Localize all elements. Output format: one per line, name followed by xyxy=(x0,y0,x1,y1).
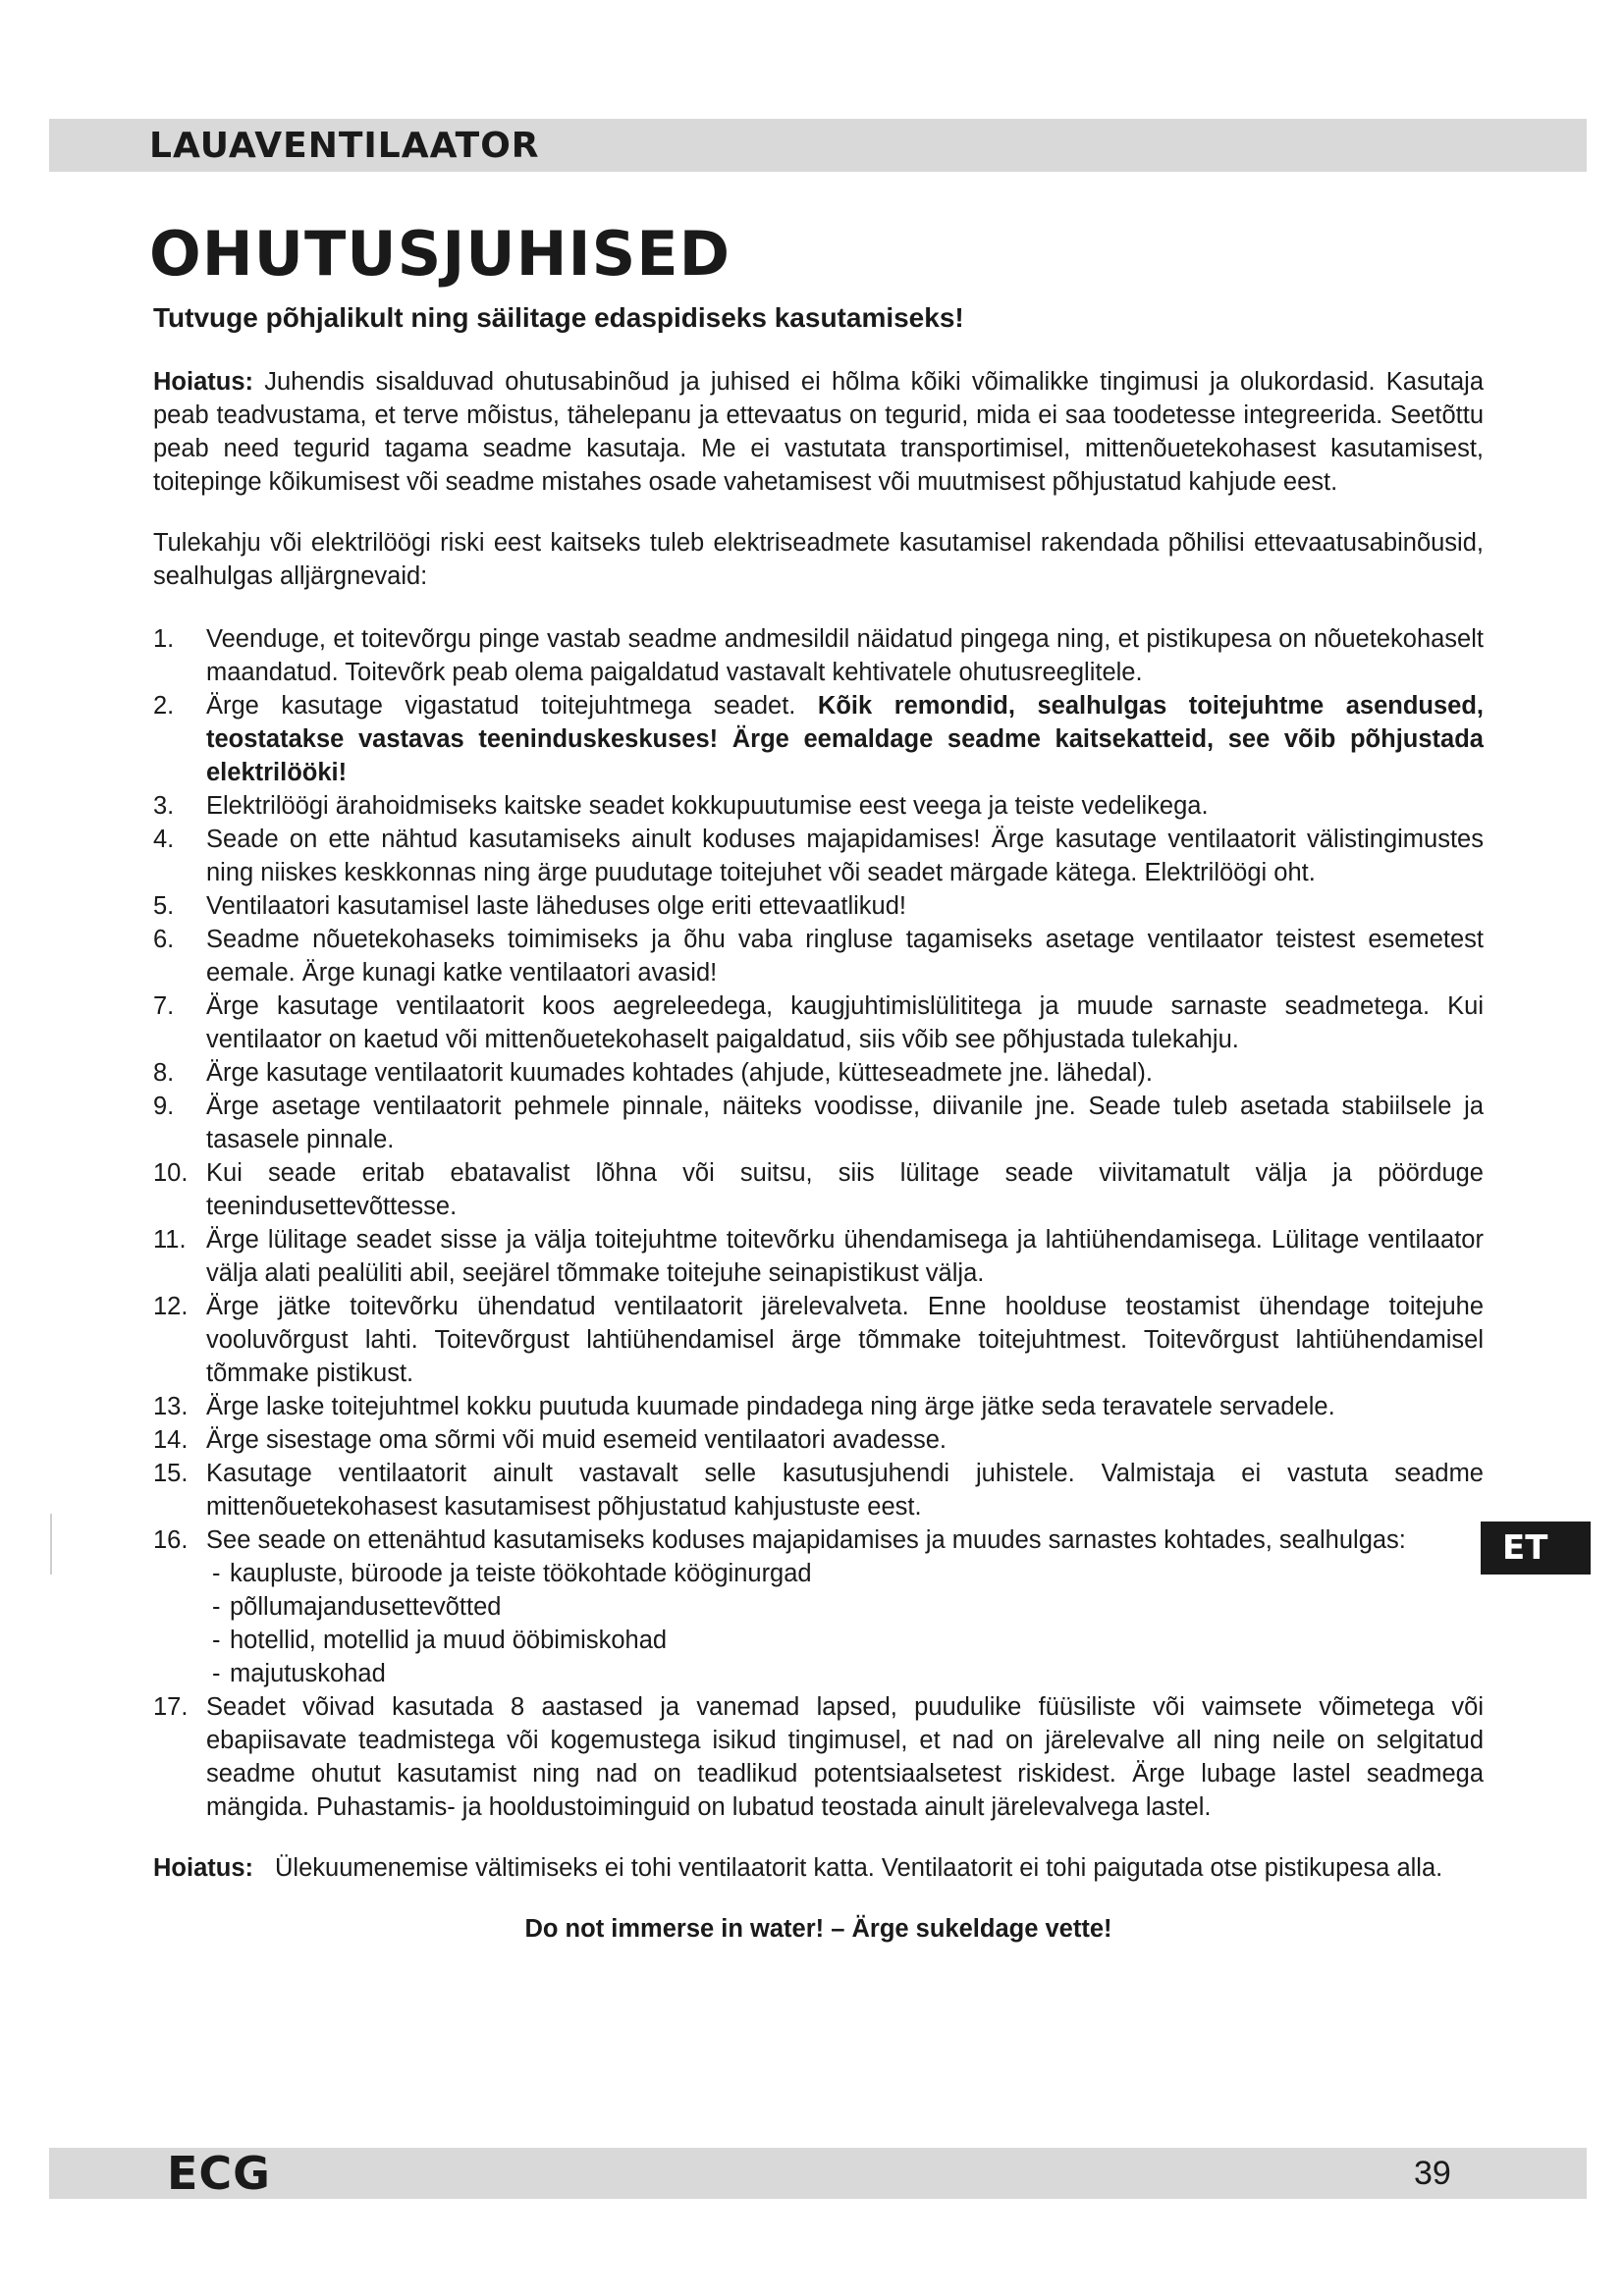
list-item: 12. Ärge jätke toitevõrku ühendatud ventilaatorit järelevalveta. Enne hoolduse teostamist ühendage toitejuhe vooluvõrgust lahti. Toitevõrgust lahtiühendamisel ärge tõmmake toitejuhtmest. Toitevõrgust lahtiühendamisel tõmmake pistikust. xyxy=(153,1293,1484,1387)
list-item: 9. Ärge asetage ventilaatorit pehmele pinnale, näiteks voodisse, diivanile jne. Seade tuleb asetada stabiilsele ja tasasele pinnale. xyxy=(153,1093,1484,1153)
water-note: Do not immerse in water! – Ärge sukeldage vette! xyxy=(524,1915,1112,1943)
content-body xyxy=(153,365,1484,1946)
list-item: 16. See seade on ettenähtud kasutamiseks koduses majapidamises ja muudes sarnastes kohtades, sealhulgas: - kaupluste, büroode ja teiste töökohtade kööginurgad - põllumajandusettevõtted - hotellid, motellid ja muud ööbimiskohad - majutuskohad xyxy=(153,1523,1484,1690)
side-mark xyxy=(50,1514,52,1575)
list-item: 10. Kui seade eritab ebatavalist lõhna või suitsu, siis lülitage seade viivitamatult välja ja pöörduge teenindusettevõttesse. xyxy=(153,1159,1484,1220)
language-tab: ET xyxy=(1481,1522,1591,1575)
warning-label: Hoiatus: xyxy=(153,368,253,396)
list-item: 1. Veenduge, et toitevõrgu pinge vastab seadme andmesildil näidatud pingega ning, et pistikupesa on nõuetekohaselt maandatud. Toitevõrk peab olema paigaldatud vastavalt kehtivatele ohutusreeglitele. xyxy=(153,625,1484,686)
page-title: OHUTUSJUHISED xyxy=(149,218,731,290)
list-item: 6. Seadme nõuetekohaseks toimimiseks ja õhu vaba ringluse tagamiseks asetage ventilaator teistest esemetest eemale. Ärge kunagi katke ventilaatori avasid! xyxy=(153,926,1484,987)
list-item: 5. Ventilaatori kasutamisel laste läheduses olge eriti ettevaatlikud! xyxy=(153,892,906,920)
list-item: 8. Ärge kasutage ventilaatorit kuumades kohtades (ahjude, kütteseadmete jne. lähedal). xyxy=(153,1059,1153,1087)
list-item: 14. Ärge sisestage oma sõrmi või muid esemeid ventilaatori avadesse. xyxy=(153,1426,947,1454)
fire-safety-intro: Tulekahju või elektrilöögi riski eest kaitseks tuleb elektriseadmete kasutamisel rakendada põhilisi ettevaatusabinõusid, sealhulgas alljärgnevaid: xyxy=(153,529,1484,590)
brand-logo: ECG xyxy=(167,2147,271,2200)
sub-list-item: - põllumajandusettevõtted xyxy=(206,1590,1484,1624)
list-item: 11. Ärge lülitage seadet sisse ja välja toitejuhtme toitevõrku ühendamisega ja lahtiühendamisega. Lülitage ventilaator välja alati pealüliti abil, seejärel tõmmake toitejuhe seinapistikust välja. xyxy=(153,1226,1484,1287)
list-item: 15. Kasutage ventilaatorit ainult vastavalt selle kasutusjuhendi juhistele. Valmistaja ei vastuta seadme mittenõuetekohasest kasutamisest põhjustatud kahjustuste eest. xyxy=(153,1460,1484,1521)
sub-list xyxy=(206,1557,1484,1690)
intro-warning xyxy=(153,365,1484,499)
list-item: 17. Seadet võivad kasutada 8 aastased ja vanemad lapsed, puudulike füüsiliste või vaimsete võimetega või ebapiisavate teadmistega või kogemustega isikud tingimusel, et nad on järelevalve all ning neile on selgitatud seadme ohutut kasutamist ning nad on teadlikud potentsiaalsetest riskidest. Ärge lubage lastel seadmega mängida. Puhastamis- ja hooldustoiminguid on lubatud teostada ainult järelevalvega lastel. xyxy=(153,1693,1484,1821)
list-item: 3. Elektrilöögi ärahoidmiseks kaitske seadet kokkupuutumise eest veega ja teiste vedelikega. xyxy=(153,792,1209,820)
list-item: 4. Seade on ette nähtud kasutamiseks ainult koduses majapidamises! Ärge kasutage ventilaatorit välistingimustes ning niiskes keskkonnas ning ärge puudutage toitejuhet või seadet märgade kätega. Elektrilöögi oht. xyxy=(153,826,1484,886)
sub-list-item: - hotellid, motellid ja muud ööbimiskohad xyxy=(206,1624,1484,1657)
safety-list xyxy=(153,622,1484,1824)
subtitle: Tutvuge põhjalikult ning säilitage edaspidiseks kasutamiseks! xyxy=(153,302,964,333)
warning-text: Juhendis sisalduvad ohutusabinõud ja juhised ei hõlma kõiki võimalikke tingimusi ja olukordasid. Kasutaja peab teadvustama, et terve mõistus, tähelepanu ja ettevaatus on tegurid, mida ei saa toodetesse integreerida. Seetõttu peab need tegurid tagama seadme kasutaja. Me ei vastutata transportimisel, mittenõuetekohasest kasutamisest, toitepinge kõikumisest või seadme mistahes osade vahetamisest või muutmisest põhjustatud kahjude eest. xyxy=(153,368,1484,496)
footer-bar xyxy=(49,2148,1587,2199)
sub-list-item: - kaupluste, büroode ja teiste töökohtade kööginurgad xyxy=(206,1557,1484,1590)
list-item: 2. Ärge kasutage vigastatud toitejuhtmega seadet. Kõik remondid, sealhulgas toitejuhtme asendused, teostatakse vastavas teeninduskeskuses! Ärge eemaldage seadme kaitsekatteid, see võib põhjustada elektrilööki! xyxy=(153,692,1485,786)
final-warning-label: Hoiatus: xyxy=(153,1854,253,1882)
final-warning xyxy=(153,1851,1484,1885)
page-number: 39 xyxy=(1414,2155,1451,2192)
section-title: LAUAVENTILAATOR xyxy=(149,126,540,166)
sub-list-item: - majutuskohad xyxy=(206,1657,1484,1690)
list-item: 13. Ärge laske toitejuhtmel kokku puutuda kuumade pindadega ning ärge jätke seda teravatele servadele. xyxy=(153,1393,1335,1420)
list-item: 7. Ärge kasutage ventilaatorit koos aegreleedega, kaugjuhtimislülititega ja muude sarnaste seadmetega. Kui ventilaator on kaetud või mittenõuetekohaselt paigaldatud, siis võib see põhjustada tulekahju. xyxy=(153,992,1484,1053)
final-warning-text: Ülekuumenemise vältimiseks ei tohi ventilaatorit katta. Ventilaatorit ei tohi paigutada otse pistikupesa alla. xyxy=(275,1854,1443,1882)
